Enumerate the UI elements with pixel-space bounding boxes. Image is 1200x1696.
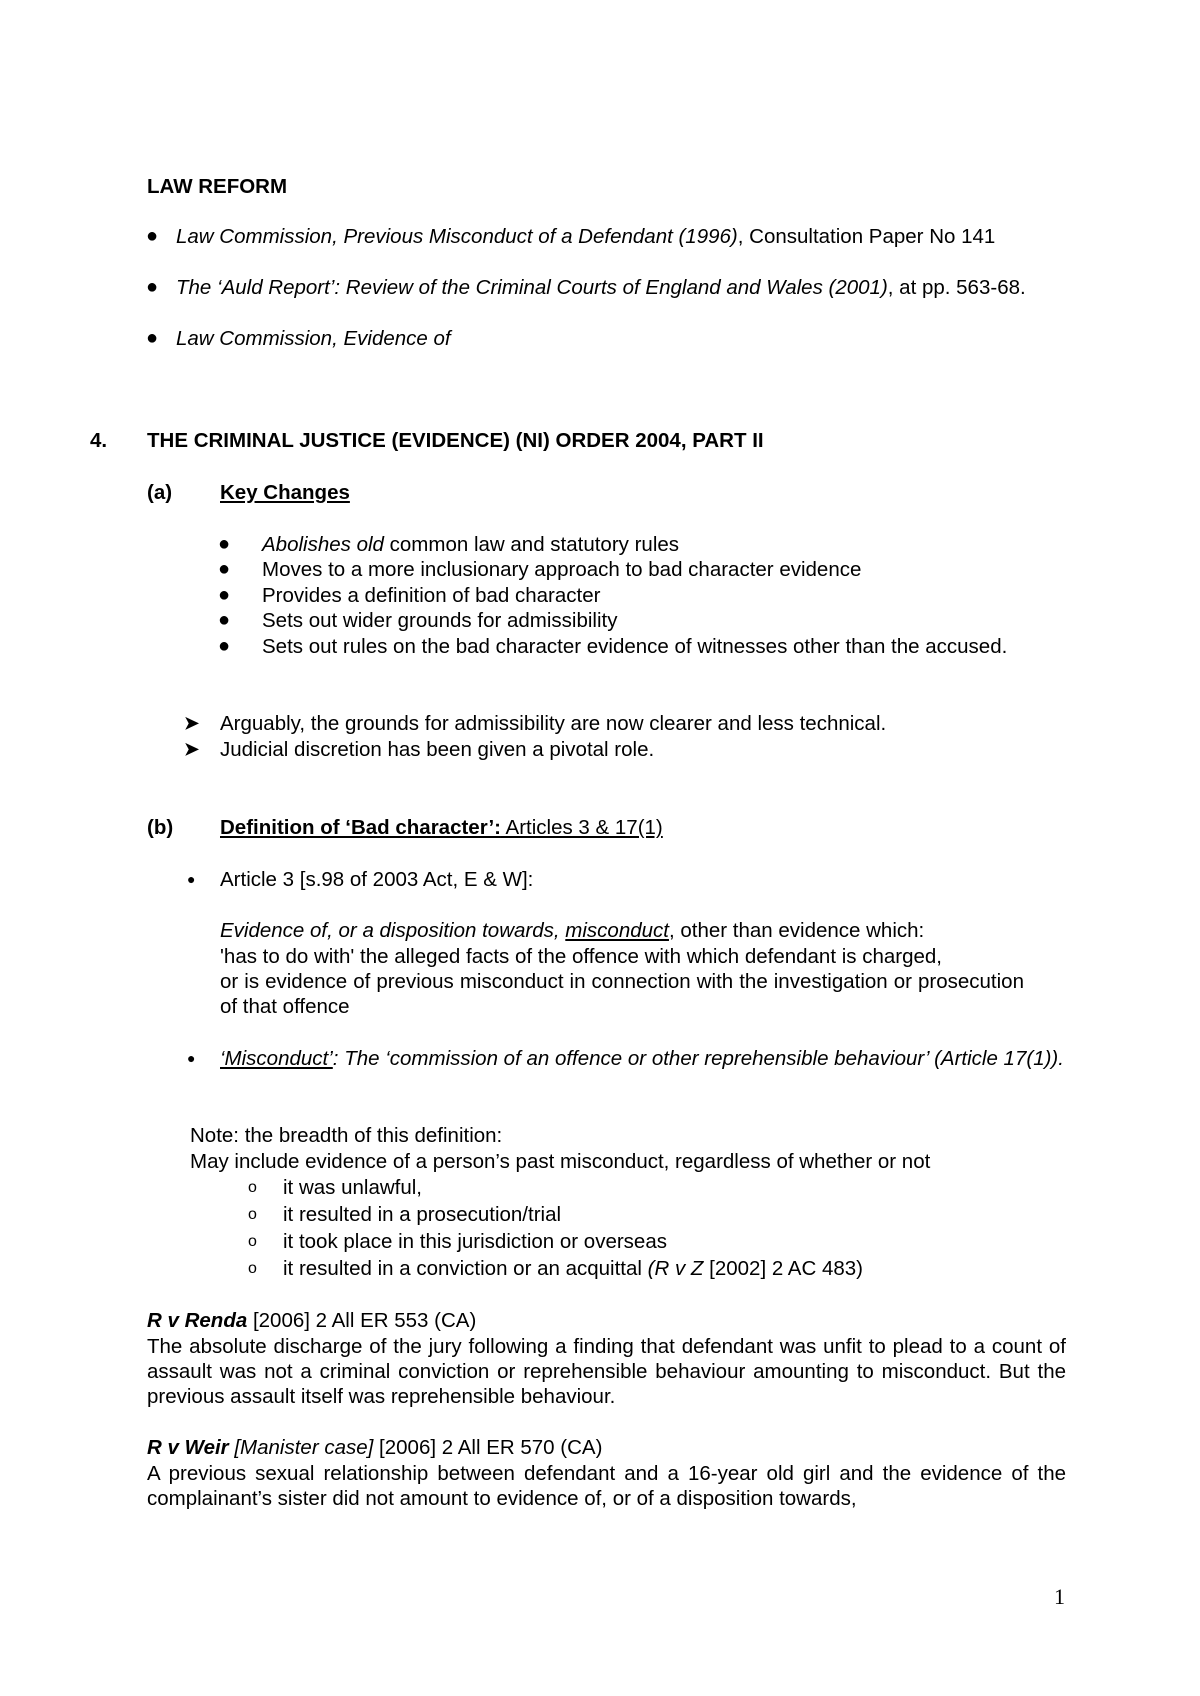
circle-bullet-icon: o [248, 1206, 257, 1223]
circle-bullet-icon: o [248, 1179, 257, 1196]
arrow-bullet-icon: ➤ [184, 713, 200, 733]
bullet-icon: ● [146, 327, 159, 349]
bullet-icon: ● [187, 871, 196, 887]
bullet-icon: ● [218, 635, 231, 657]
breadth-item: it resulted in a prosecution/trial [283, 1203, 562, 1226]
law-reform-item: The ‘Auld Report’: Review of the Criminal Courts of England and Wales (2001), at pp. 563-68. [176, 276, 1026, 299]
key-change-item: Provides a definition of bad character [262, 584, 601, 607]
bullet-icon: ● [218, 558, 231, 580]
bullet-icon: ● [218, 584, 231, 606]
case-text: The absolute discharge of the jury following a finding that defendant was unfit to plead to a count of assault was not a criminal conviction or reprehensible behaviour amounting to misconduct. But the previous assault itself was reprehensible behaviour. [147, 1335, 1066, 1408]
definition-line: 'has to do with' the alleged facts of the offence with which defendant is charged, [220, 945, 942, 968]
bullet-icon: ● [218, 533, 231, 555]
bullet-icon: ● [218, 609, 231, 631]
page-number: 1 [1054, 1584, 1065, 1609]
key-change-item: Abolishes old common law and statutory rules [262, 533, 680, 556]
circle-bullet-icon: o [248, 1233, 257, 1250]
arrow-bullet-icon: ➤ [184, 739, 200, 759]
breadth-item: it was unlawful, [283, 1176, 423, 1199]
key-change-note: Arguably, the grounds for admissibility are now clearer and less technical. [220, 712, 887, 735]
definition-line: or is evidence of previous misconduct in connection with the investigation or prosecution of that offence [220, 970, 1024, 1018]
case-text: A previous sexual relationship between defendant and a 16-year old girl and the evidence of the complainant’s sister did not amount to evidence of, or of a disposition towards, [147, 1462, 1066, 1510]
law-reform-item: Law Commission, Evidence of [176, 327, 451, 350]
bullet-icon: ● [146, 276, 159, 298]
subsection-a-label: (a) [147, 481, 173, 504]
law-reform-heading: LAW REFORM [147, 175, 288, 198]
section-number: 4. [90, 429, 108, 452]
breadth-item: it took place in this jurisdiction or overseas [283, 1230, 667, 1253]
case-heading: R v Renda [2006] 2 All ER 553 (CA) [147, 1309, 477, 1332]
bullet-icon: ● [187, 1050, 196, 1066]
law-reform-item: Law Commission, Previous Misconduct of a Defendant (1996), Consultation Paper No 141 [176, 225, 996, 248]
subsection-b-title: Definition of ‘Bad character’: Articles 3 & 17(1) [220, 816, 663, 839]
note-line: May include evidence of a person’s past misconduct, regardless of whether or not [190, 1150, 931, 1173]
subsection-b-label: (b) [147, 816, 174, 839]
key-change-note: Judicial discretion has been given a pivotal role. [220, 738, 655, 761]
bullet-icon: ● [146, 225, 159, 247]
definition-line: Evidence of, or a disposition towards, misconduct, other than evidence which: [220, 919, 925, 942]
circle-bullet-icon: o [248, 1260, 257, 1277]
note-line: Note: the breadth of this definition: [190, 1124, 503, 1147]
section-title: THE CRIMINAL JUSTICE (EVIDENCE) (NI) ORDER 2004, PART II [147, 429, 764, 452]
key-change-item: Sets out rules on the bad character evidence of witnesses other than the accused. [262, 635, 1008, 658]
key-change-item: Sets out wider grounds for admissibility [262, 609, 618, 632]
subsection-a-title: Key Changes [220, 481, 350, 504]
key-change-item: Moves to a more inclusionary approach to bad character evidence [262, 558, 862, 581]
misconduct-definition: ‘Misconduct’: The ‘commission of an offence or other reprehensible behaviour’ (Article 17(1)). [220, 1047, 1064, 1070]
article-3-heading: Article 3 [s.98 of 2003 Act, E & W]: [220, 868, 534, 891]
breadth-item: it resulted in a conviction or an acquittal (R v Z [2002] 2 AC 483) [283, 1257, 864, 1280]
case-heading: R v Weir [Manister case] [2006] 2 All ER 570 (CA) [147, 1436, 603, 1459]
